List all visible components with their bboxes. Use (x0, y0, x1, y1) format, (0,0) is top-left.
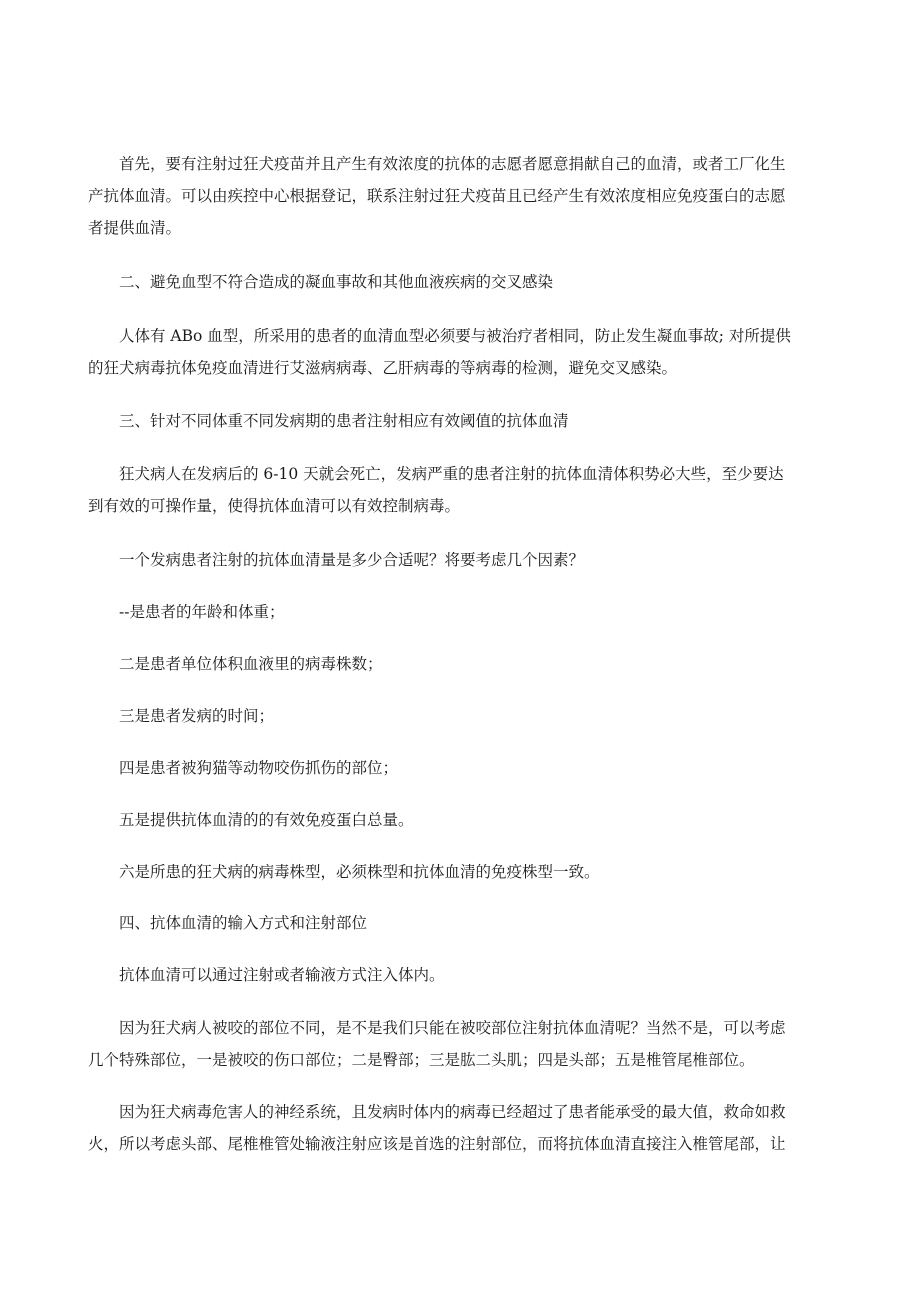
paragraph-question (88, 544, 808, 576)
section-heading-3 (88, 405, 808, 437)
paragraph-line: 狂犬病人在发病后的 6-10 天就会死亡，发病严重的患者注射的抗体血清体积势必大些，至少要达 (119, 465, 784, 483)
heading-text: 三、针对不同体重不同发病期的患者注射相应有效阈值的抗体血清 (119, 412, 569, 430)
paragraph-line: 的狂犬病毒抗体免疫血清进行艾滋病病毒、乙肝病毒的等病毒的检测，避免交叉感染。 (88, 359, 678, 377)
heading-text: 二、避免血型不符合造成的凝血事故和其他血液疾病的交叉感染 (119, 273, 554, 291)
paragraph-line: 到有效的可操作量，使得抗体血清可以有效控制病毒。 (88, 497, 461, 515)
section-heading-2 (88, 266, 808, 298)
paragraph-line: 火，所以考虑头部、尾椎椎管处输液注射应该是首选的注射部位，而将抗体血清直接注入椎管尾部，让 (88, 1135, 786, 1153)
list-item-text: 四是患者被狗猫等动物咬伤抓伤的部位； (119, 759, 399, 777)
list-item-factor-1 (88, 596, 808, 628)
paragraph-blood-type (88, 320, 808, 384)
list-item-factor-4 (88, 752, 808, 784)
list-item-text: 六是所患的狂犬病的病毒株型，必须株型和抗体血清的免疫株型一致。 (119, 863, 600, 881)
heading-text: 四、抗体血清的输入方式和注射部位 (119, 914, 368, 932)
section-heading-4 (88, 907, 808, 939)
list-item-text: --是患者的年龄和体重； (119, 603, 285, 621)
paragraph-nervous-system (88, 1096, 808, 1160)
paragraph-antibody-source (88, 148, 808, 244)
paragraph-line: 人体有 ABo 血型，所采用的患者的血清血型必须要与被治疗者相同，防止发生凝血事故; 对所提供 (119, 327, 791, 345)
list-item-text: 五是提供抗体血清的的有效免疫蛋白总量。 (119, 811, 414, 829)
paragraph-line: 因为狂犬病毒危害人的神经系统，且发病时体内的病毒已经超过了患者能承受的最大值，救命如救 (119, 1103, 786, 1121)
list-item-factor-5 (88, 804, 808, 836)
list-item-factor-3 (88, 700, 808, 732)
list-item-factor-2 (88, 648, 808, 680)
paragraph-line: 首先，要有注射过狂犬疫苗并且产生有效浓度的抗体的志愿者愿意捐献自己的血清，或者工厂化生 (119, 155, 786, 173)
paragraph-line: 因为狂犬病人被咬的部位不同，是不是我们只能在被咬部位注射抗体血清呢？当然不是，可以考虑 (119, 1019, 786, 1037)
paragraph-line: 产抗体血清。可以由疾控中心根据登记，联系注射过狂犬疫苗且已经产生有效浓度相应免疫蛋白的志愿 (88, 187, 786, 205)
paragraph-injection-sites (88, 1012, 808, 1076)
list-item-text: 三是患者发病的时间； (119, 707, 275, 725)
list-item-text: 二是患者单位体积血液里的病毒株数； (119, 655, 383, 673)
paragraph-line: 一个发病患者注射的抗体血清量是多少合适呢？将要考虑几个因素？ (119, 551, 585, 569)
paragraph-dosage (88, 458, 808, 522)
list-item-factor-6 (88, 856, 808, 888)
paragraph-line: 几个特殊部位，一是被咬的伤口部位；二是臀部；三是肱二头肌；四是头部；五是椎管尾椎部位。 (88, 1051, 755, 1069)
paragraph-line: 抗体血清可以通过注射或者输液方式注入体内。 (119, 966, 445, 984)
paragraph-infusion (88, 959, 808, 991)
paragraph-line: 者提供血清。 (88, 219, 182, 237)
